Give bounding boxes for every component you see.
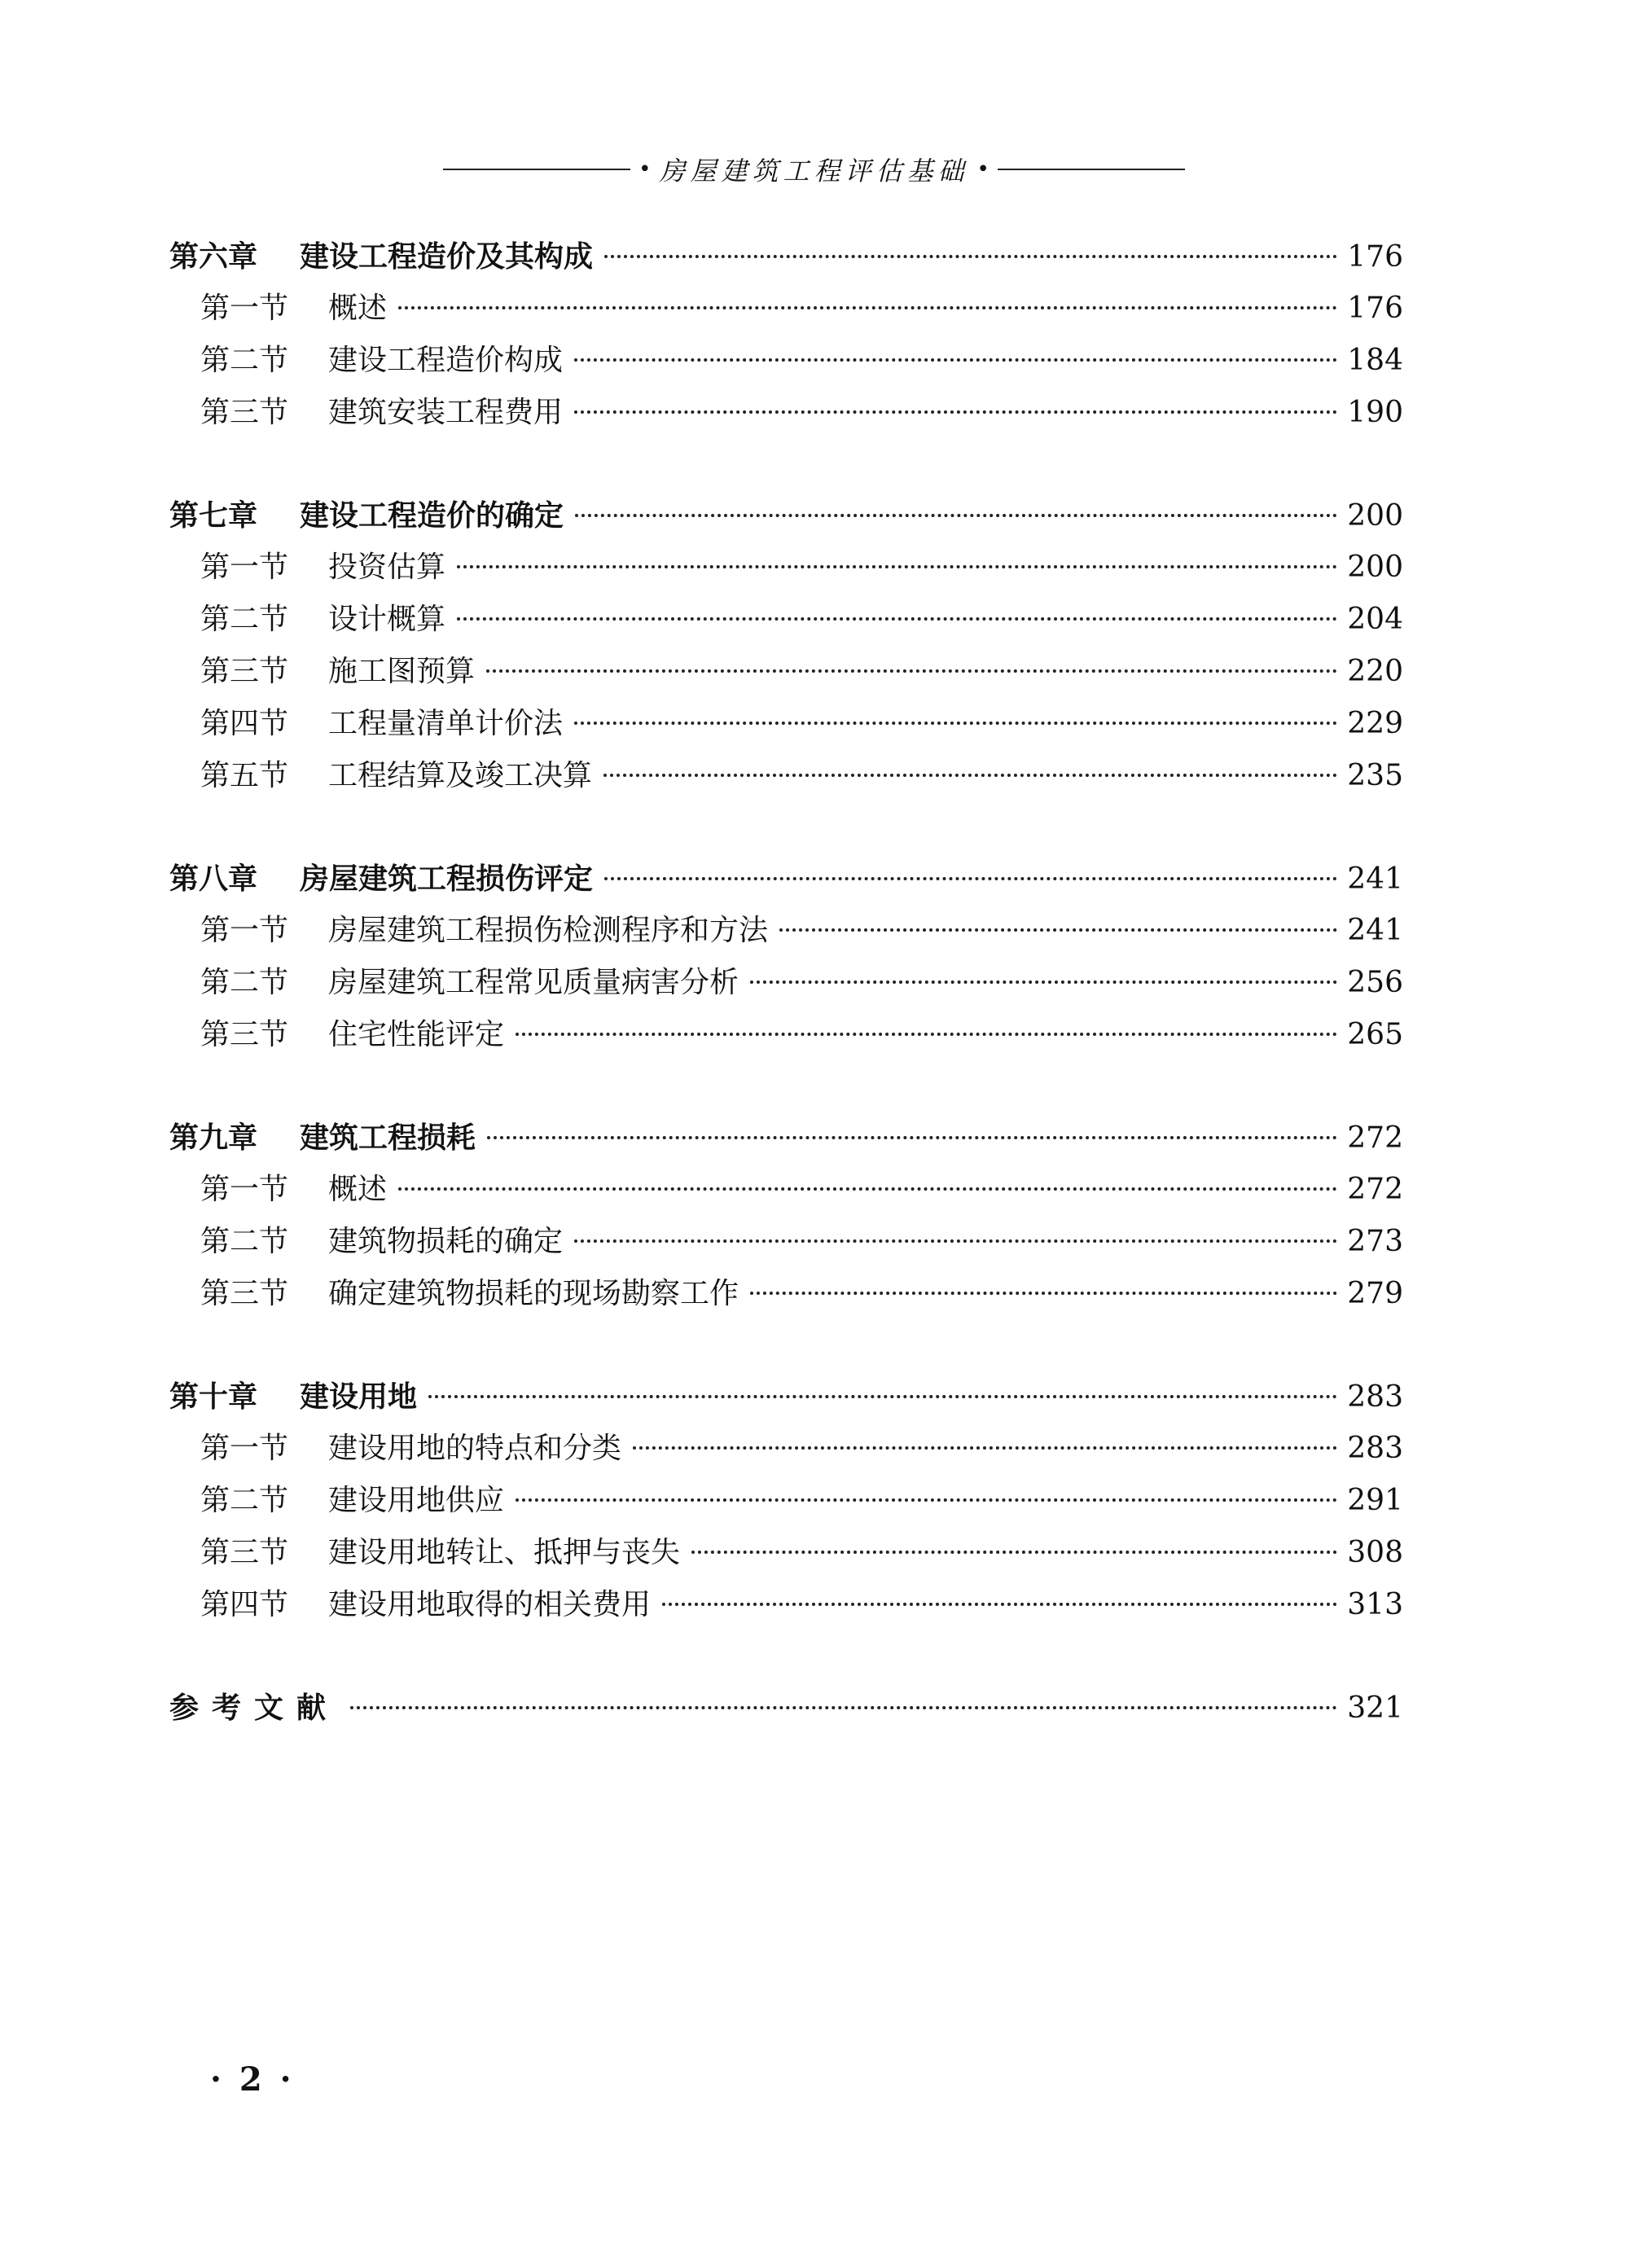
dot-leader <box>457 565 1337 568</box>
section-title: 施工图预算 <box>328 655 476 688</box>
header-dot-left: • <box>638 157 652 182</box>
page-number: 272 <box>1347 1121 1403 1155</box>
dot-leader <box>428 1395 1337 1398</box>
dot-leader <box>486 669 1337 673</box>
section-number: 第一节 <box>200 1173 289 1206</box>
section-title: 建设用地取得的相关费用 <box>328 1588 652 1621</box>
section-number: 第二节 <box>200 344 289 377</box>
section-entry[interactable] <box>169 750 1403 802</box>
toc-chapter <box>169 1112 1403 1320</box>
dot-leader <box>662 1603 1337 1606</box>
section-number: 第一节 <box>200 1432 289 1465</box>
dot-leader <box>574 410 1337 414</box>
section-entry[interactable] <box>169 698 1403 750</box>
dot-leader <box>604 255 1337 258</box>
page-number: 308 <box>1347 1536 1403 1569</box>
section-number: 第二节 <box>200 966 289 999</box>
chapter-entry[interactable] <box>169 853 1403 905</box>
chapter-title: 建设工程造价及其构成 <box>300 239 594 274</box>
section-title: 建设用地的特点和分类 <box>328 1432 622 1465</box>
section-title: 概述 <box>328 1173 388 1206</box>
page-number: 321 <box>1347 1691 1403 1725</box>
page-number: 256 <box>1347 966 1403 999</box>
chapter-entry[interactable] <box>169 230 1403 283</box>
section-title: 建设用地供应 <box>328 1484 505 1517</box>
section-entry[interactable] <box>169 957 1403 1009</box>
section-number: 第一节 <box>200 914 289 947</box>
page-number: 241 <box>1347 862 1403 896</box>
section-entry[interactable] <box>169 1009 1403 1061</box>
section-entry[interactable] <box>169 283 1403 335</box>
dot-leader <box>750 980 1337 984</box>
running-header-title: 房屋建筑工程评估基础 <box>659 156 969 186</box>
section-number: 第二节 <box>200 1484 289 1517</box>
chapter-title: 建设用地 <box>300 1380 418 1414</box>
section-entry[interactable] <box>169 1475 1403 1527</box>
section-entry[interactable] <box>169 646 1403 698</box>
header-rule-left <box>443 169 630 170</box>
dot-leader <box>779 928 1337 932</box>
section-title: 建设工程造价构成 <box>328 344 564 377</box>
chapter-number: 第十章 <box>169 1380 258 1414</box>
dot-leader <box>691 1551 1337 1554</box>
section-title: 建设用地转让、抵押与丧失 <box>328 1536 681 1569</box>
dot-leader <box>575 514 1337 517</box>
section-number: 第一节 <box>200 551 289 584</box>
section-number: 第二节 <box>200 1225 289 1258</box>
page-number: 283 <box>1347 1380 1403 1414</box>
page-number: 184 <box>1347 344 1403 377</box>
dot-leader <box>604 877 1337 880</box>
dot-leader <box>398 1187 1337 1191</box>
dot-leader <box>574 1239 1337 1243</box>
toc-chapter <box>169 230 1403 439</box>
section-entry[interactable] <box>169 1268 1403 1320</box>
page-number: 279 <box>1347 1277 1403 1310</box>
chapter-title: 建筑工程损耗 <box>300 1121 476 1155</box>
page-number: 273 <box>1347 1225 1403 1258</box>
dot-leader <box>457 617 1337 621</box>
references-title: 参考文献 <box>169 1691 340 1725</box>
page-number: 204 <box>1347 603 1403 636</box>
section-entry[interactable] <box>169 1423 1403 1475</box>
section-entry[interactable] <box>169 335 1403 387</box>
dot-leader <box>398 306 1337 309</box>
section-title: 住宅性能评定 <box>328 1018 505 1051</box>
section-title: 工程结算及竣工决算 <box>328 759 593 792</box>
page-number: 265 <box>1347 1018 1403 1051</box>
chapter-number: 第七章 <box>169 498 258 533</box>
toc-chapter <box>169 489 1403 802</box>
dot-leader <box>633 1446 1337 1450</box>
section-entry[interactable] <box>169 594 1403 646</box>
chapter-number: 第六章 <box>169 239 258 274</box>
page-number: 291 <box>1347 1484 1403 1517</box>
section-entry[interactable] <box>169 387 1403 439</box>
page-number: 229 <box>1347 707 1403 740</box>
table-of-contents <box>169 230 1403 1784</box>
page-number: 313 <box>1347 1588 1403 1621</box>
dot-leader <box>516 1498 1337 1502</box>
chapter-number: 第九章 <box>169 1121 258 1155</box>
section-title: 建筑安装工程费用 <box>328 396 564 429</box>
chapter-title: 房屋建筑工程损伤评定 <box>300 862 594 896</box>
running-header <box>0 151 1628 188</box>
section-title: 设计概算 <box>328 603 446 636</box>
page-number: 241 <box>1347 914 1403 947</box>
page-number: 220 <box>1347 655 1403 688</box>
section-title: 建筑物损耗的确定 <box>328 1225 564 1258</box>
dot-leader <box>574 358 1337 362</box>
page-number: 200 <box>1347 551 1403 584</box>
section-title: 房屋建筑工程损伤检测程序和方法 <box>328 914 769 947</box>
chapter-entry[interactable] <box>169 489 1403 542</box>
dot-leader <box>487 1136 1337 1139</box>
page-number: 200 <box>1347 499 1403 533</box>
chapter-entry[interactable] <box>169 1371 1403 1423</box>
section-entry[interactable] <box>169 1579 1403 1631</box>
section-entry[interactable] <box>169 905 1403 957</box>
chapter-entry[interactable] <box>169 1112 1403 1164</box>
dot-leader <box>750 1292 1337 1295</box>
section-title: 工程量清单计价法 <box>328 707 564 740</box>
dot-leader <box>516 1033 1337 1036</box>
section-title: 投资估算 <box>328 551 446 584</box>
dot-leader <box>574 722 1337 725</box>
page-number: 235 <box>1347 759 1403 792</box>
header-rule-right <box>998 169 1185 170</box>
chapter-title: 建设工程造价的确定 <box>300 498 564 533</box>
section-entry[interactable] <box>169 542 1403 594</box>
section-title: 概述 <box>328 292 388 325</box>
section-entry[interactable] <box>169 1527 1403 1579</box>
section-title: 确定建筑物损耗的现场勘察工作 <box>328 1277 739 1310</box>
section-number: 第三节 <box>200 396 289 429</box>
page-number: 283 <box>1347 1432 1403 1465</box>
section-title: 房屋建筑工程常见质量病害分析 <box>328 966 739 999</box>
section-entry[interactable] <box>169 1216 1403 1268</box>
page-number: 190 <box>1347 396 1403 429</box>
section-number: 第一节 <box>200 292 289 325</box>
dot-leader <box>350 1706 1337 1709</box>
references-entry[interactable] <box>169 1682 1403 1734</box>
section-number: 第二节 <box>200 603 289 636</box>
dot-leader <box>603 774 1337 777</box>
section-number: 第三节 <box>200 1536 289 1569</box>
page-number: 176 <box>1347 292 1403 325</box>
section-number: 第五节 <box>200 759 289 792</box>
page-number: 272 <box>1347 1173 1403 1206</box>
section-entry[interactable] <box>169 1164 1403 1216</box>
section-number: 第四节 <box>200 1588 289 1621</box>
chapter-number: 第八章 <box>169 862 258 896</box>
toc-chapter <box>169 853 1403 1061</box>
toc-chapter <box>169 1371 1403 1631</box>
section-number: 第四节 <box>200 707 289 740</box>
page-number: 176 <box>1347 240 1403 274</box>
page-footer-number: · 2 · <box>210 2060 295 2099</box>
section-number: 第三节 <box>200 1277 289 1310</box>
section-number: 第三节 <box>200 655 289 688</box>
section-number: 第三节 <box>200 1018 289 1051</box>
toc-references <box>169 1682 1403 1734</box>
header-dot-right: • <box>976 157 990 182</box>
